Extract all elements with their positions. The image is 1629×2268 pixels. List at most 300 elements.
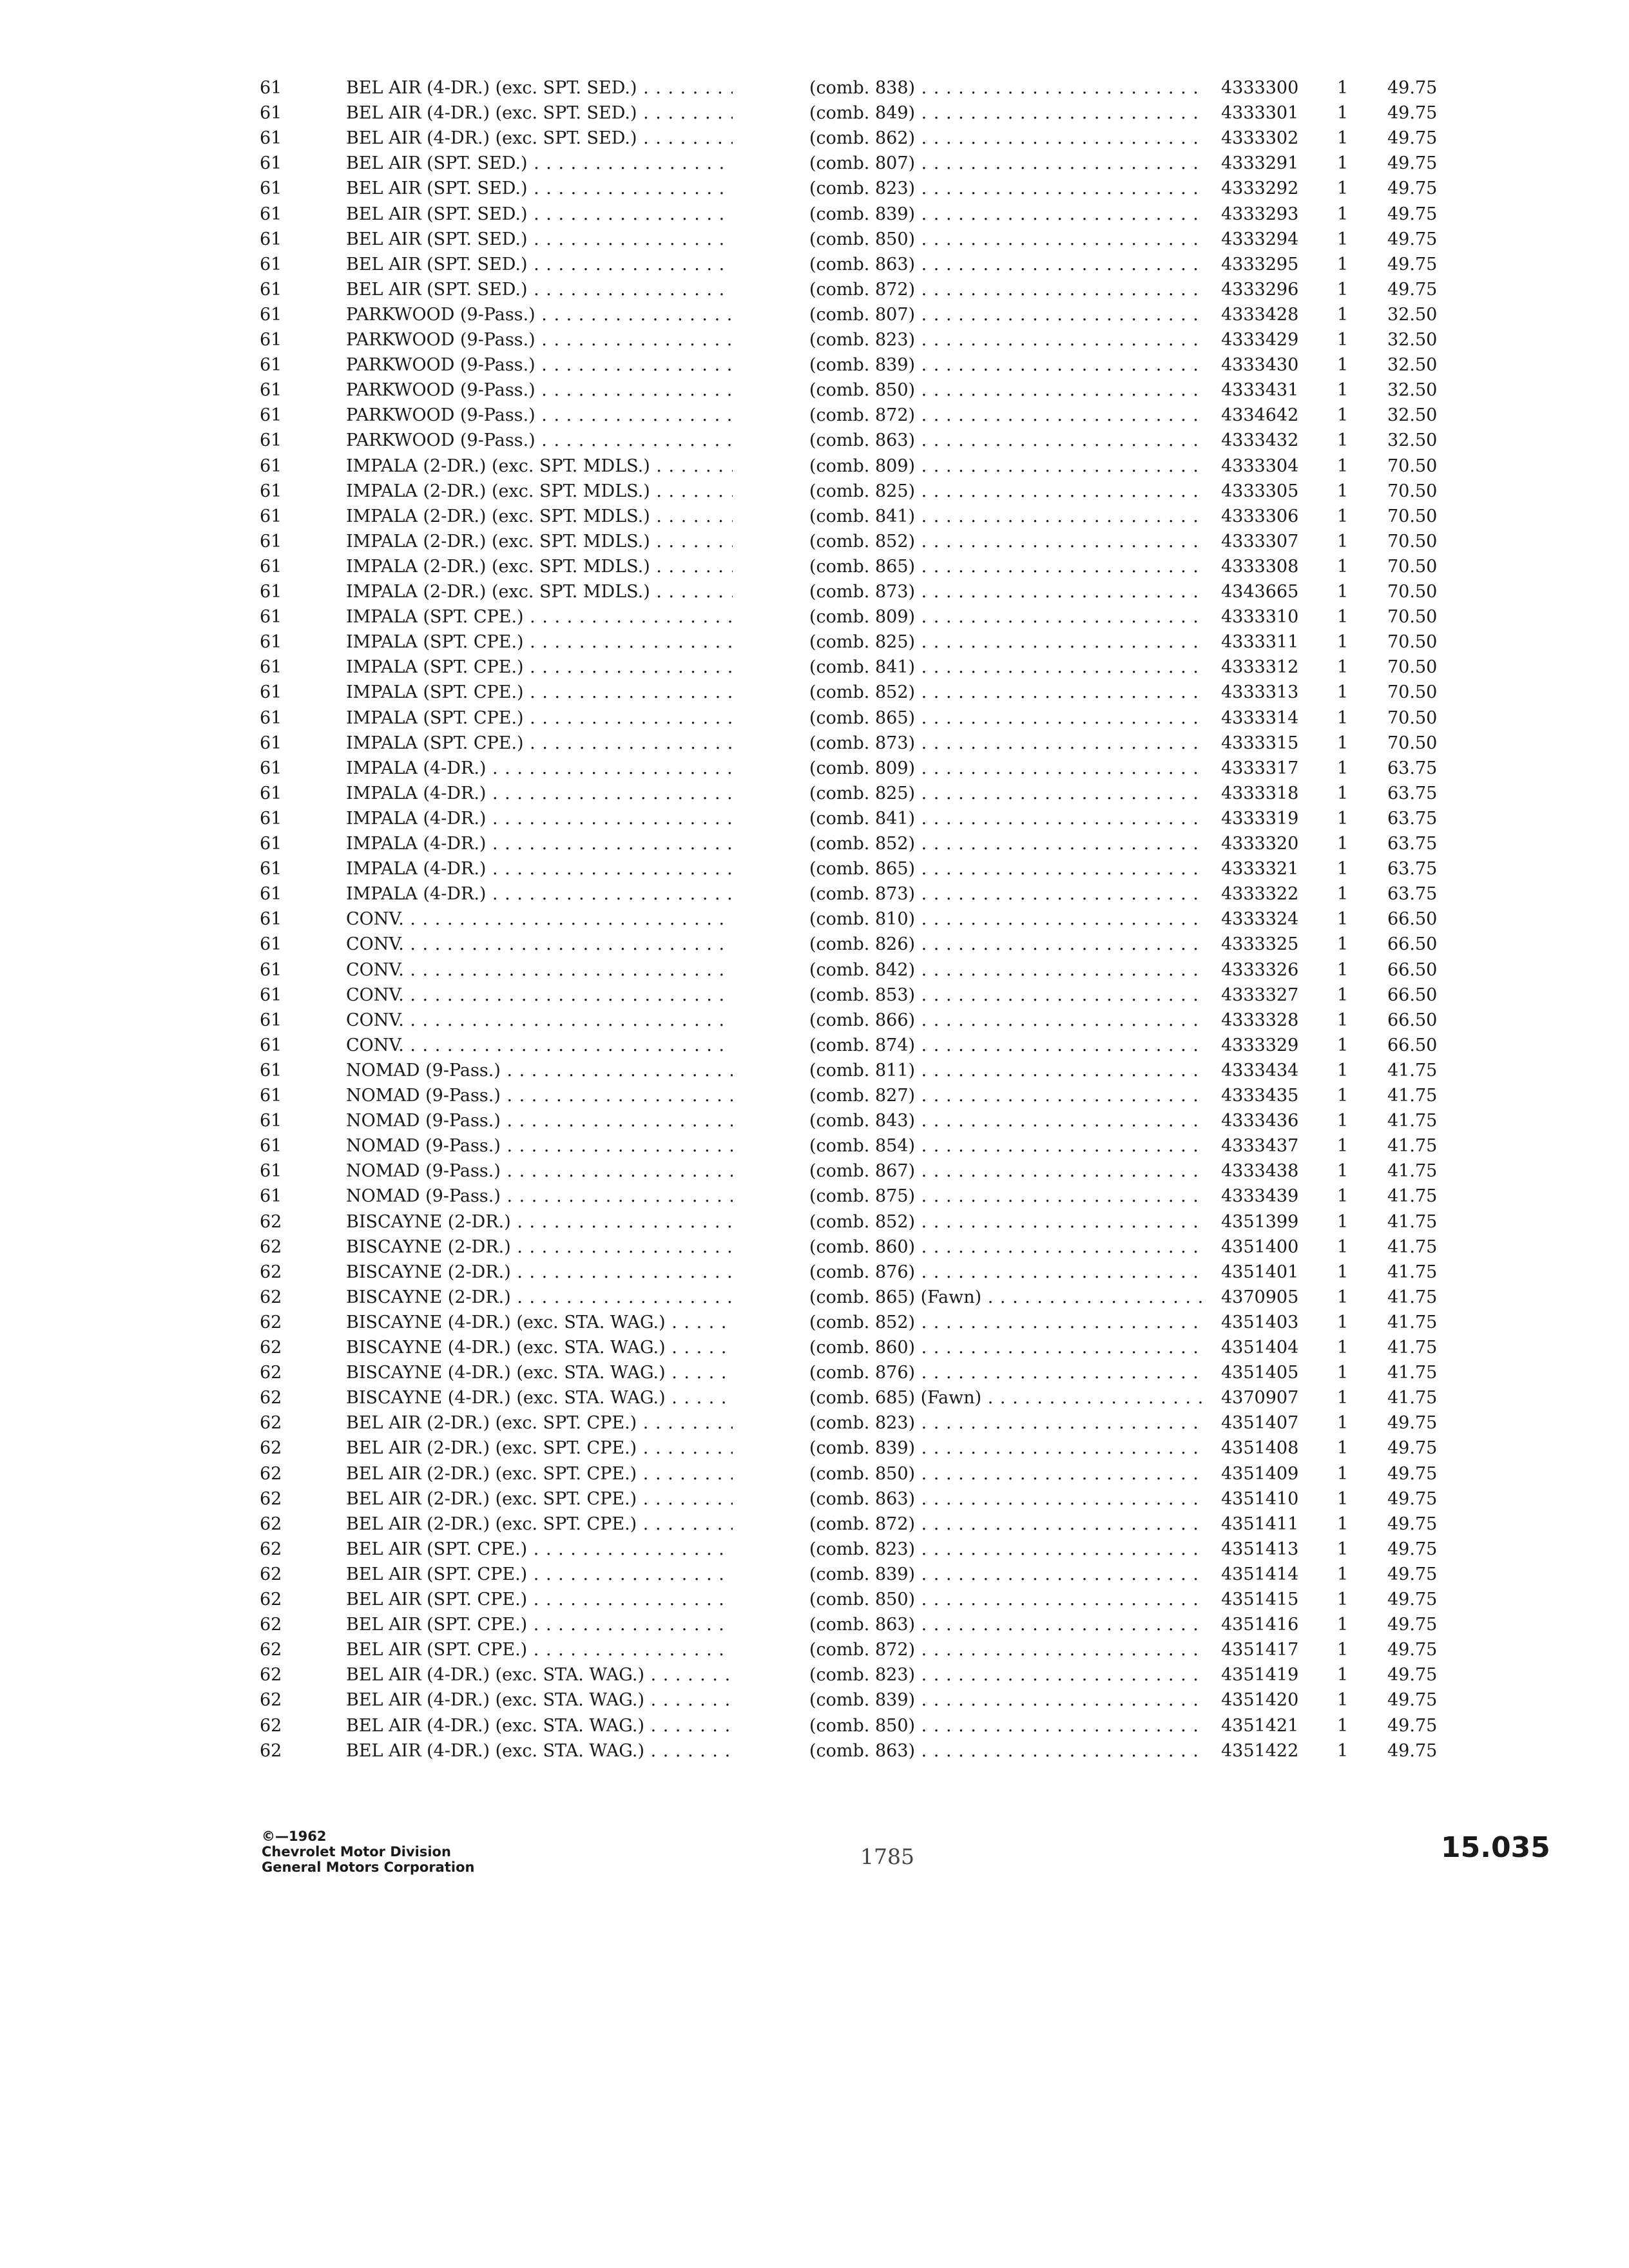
part-number: 4333313	[1221, 682, 1299, 703]
model-description: IMPALA (SPT. CPE.) . . .	[346, 655, 733, 680]
model-description: BEL AIR (4-DR.) (exc. STA. WAG.) . . .	[346, 1714, 733, 1738]
part-number: 4333308	[1221, 556, 1299, 577]
model-year: 62	[260, 1539, 282, 1559]
list-item	[0, 1638, 1629, 1662]
model-year: 61	[260, 934, 282, 955]
list-item	[0, 907, 1629, 932]
price: 49.75	[1387, 1715, 1438, 1736]
part-number: 4333320	[1221, 834, 1299, 854]
trim-combination: (comb. 685) (Fawn) . . .	[809, 1386, 1204, 1410]
quantity: 1	[1337, 531, 1349, 552]
quantity: 1	[1337, 1715, 1349, 1736]
list-item	[0, 1033, 1629, 1058]
quantity: 1	[1337, 808, 1349, 829]
model-description: PARKWOOD (9-Pass.) . . .	[346, 303, 733, 327]
part-number: 4333325	[1221, 934, 1299, 955]
model-description: BISCAYNE (2-DR.) . . .	[346, 1235, 733, 1260]
quantity: 1	[1337, 430, 1349, 451]
part-number: 4333305	[1221, 481, 1299, 501]
quantity: 1	[1337, 1287, 1349, 1307]
part-number: 4370907	[1221, 1388, 1299, 1408]
price: 63.75	[1387, 834, 1438, 854]
part-number: 4333326	[1221, 959, 1299, 980]
list-item	[0, 479, 1629, 504]
model-description: IMPALA (SPT. CPE.) . . .	[346, 706, 733, 731]
model-description: CONV. . . .	[346, 1008, 733, 1033]
trim-combination: (comb. 860) . . .	[809, 1235, 1204, 1260]
part-number: 4333428	[1221, 304, 1299, 325]
model-description: IMPALA (4-DR.) . . .	[346, 756, 733, 781]
trim-combination: (comb. 852) . . .	[809, 1311, 1204, 1335]
model-year: 61	[260, 884, 282, 905]
quantity: 1	[1337, 934, 1349, 955]
quantity: 1	[1337, 229, 1349, 249]
model-description: BEL AIR (SPT. SED.) . . .	[346, 227, 733, 252]
trim-combination: (comb. 839) . . .	[809, 353, 1204, 378]
model-description: BEL AIR (4-DR.) (exc. SPT. SED.) . . .	[346, 126, 733, 151]
part-number: 4351410	[1221, 1488, 1299, 1509]
model-year: 62	[260, 1514, 282, 1534]
quantity: 1	[1337, 1136, 1349, 1157]
quantity: 1	[1337, 556, 1349, 577]
quantity: 1	[1337, 405, 1349, 426]
list-item	[0, 1562, 1629, 1587]
model-description: NOMAD (9-Pass.) . . .	[346, 1134, 733, 1158]
price: 41.75	[1387, 1060, 1438, 1081]
model-year: 61	[260, 733, 282, 753]
list-item	[0, 1487, 1629, 1512]
quantity: 1	[1337, 380, 1349, 401]
quantity: 1	[1337, 682, 1349, 703]
part-number: 4333310	[1221, 607, 1299, 628]
part-number: 4351421	[1221, 1715, 1299, 1736]
quantity: 1	[1337, 985, 1349, 1005]
model-description: BISCAYNE (4-DR.) (exc. STA. WAG.) . . .	[346, 1336, 733, 1360]
price: 32.50	[1387, 330, 1438, 350]
part-number: 4333293	[1221, 204, 1299, 224]
list-item	[0, 278, 1629, 302]
model-description: BISCAYNE (4-DR.) (exc. STA. WAG.) . . .	[346, 1361, 733, 1385]
trim-combination: (comb. 865) . . .	[809, 706, 1204, 731]
quantity: 1	[1337, 456, 1349, 476]
model-description: PARKWOOD (9-Pass.) . . .	[346, 428, 733, 453]
quantity: 1	[1337, 128, 1349, 149]
list-item	[0, 958, 1629, 983]
price: 32.50	[1387, 355, 1438, 376]
model-description: NOMAD (9-Pass.) . . .	[346, 1159, 733, 1184]
model-description: PARKWOOD (9-Pass.) . . .	[346, 403, 733, 428]
trim-combination: (comb. 872) . . .	[809, 403, 1204, 428]
list-item	[0, 202, 1629, 227]
model-year: 61	[260, 582, 282, 602]
price: 41.75	[1387, 1086, 1438, 1106]
part-number: 4333312	[1221, 657, 1299, 678]
quantity: 1	[1337, 834, 1349, 854]
model-year: 61	[260, 254, 282, 274]
price: 32.50	[1387, 430, 1438, 451]
price: 49.75	[1387, 128, 1438, 149]
part-number: 4333301	[1221, 103, 1299, 124]
model-year: 61	[260, 330, 282, 350]
price: 49.75	[1387, 1463, 1438, 1484]
list-item	[0, 303, 1629, 327]
price: 49.75	[1387, 254, 1438, 274]
list-item	[0, 1688, 1629, 1713]
quantity: 1	[1337, 783, 1349, 803]
quantity: 1	[1337, 707, 1349, 728]
model-description: IMPALA (2-DR.) (exc. SPT. MDLS.) . . .	[346, 454, 733, 479]
price: 63.75	[1387, 859, 1438, 879]
model-description: IMPALA (2-DR.) (exc. SPT. MDLS.) . . .	[346, 479, 733, 504]
list-item	[0, 731, 1629, 756]
list-item	[0, 1184, 1629, 1209]
price: 41.75	[1387, 1136, 1438, 1157]
section-number: 15.035	[1441, 1831, 1550, 1864]
quantity: 1	[1337, 1086, 1349, 1106]
model-description: IMPALA (2-DR.) (exc. SPT. MDLS.) . . .	[346, 530, 733, 554]
quantity: 1	[1337, 254, 1349, 274]
model-year: 62	[260, 1287, 282, 1307]
trim-combination: (comb. 863) . . .	[809, 428, 1204, 453]
model-description: BEL AIR (SPT. CPE.) . . .	[346, 1562, 733, 1587]
trim-combination: (comb. 842) . . .	[809, 958, 1204, 983]
list-item	[0, 832, 1629, 856]
list-item	[0, 1311, 1629, 1335]
list-item	[0, 1134, 1629, 1158]
part-number: 4351417	[1221, 1640, 1299, 1660]
model-year: 62	[260, 1665, 282, 1686]
model-year: 61	[260, 1161, 282, 1182]
price: 63.75	[1387, 808, 1438, 829]
trim-combination: (comb. 862) . . .	[809, 126, 1204, 151]
trim-combination: (comb. 873) . . .	[809, 731, 1204, 756]
trim-combination: (comb. 839) . . .	[809, 1562, 1204, 1587]
quantity: 1	[1337, 1690, 1349, 1711]
model-year: 62	[260, 1615, 282, 1635]
model-year: 62	[260, 1488, 282, 1509]
model-year: 61	[260, 682, 282, 703]
model-year: 61	[260, 430, 282, 451]
trim-combination: (comb. 810) . . .	[809, 907, 1204, 932]
part-number: 4351420	[1221, 1690, 1299, 1711]
trim-combination: (comb. 841) . . .	[809, 655, 1204, 680]
trim-combination: (comb. 852) . . .	[809, 1210, 1204, 1235]
trim-combination: (comb. 863) . . .	[809, 1487, 1204, 1512]
quantity: 1	[1337, 1111, 1349, 1131]
list-item	[0, 1059, 1629, 1083]
trim-combination: (comb. 839) . . .	[809, 202, 1204, 227]
model-description: BEL AIR (SPT. SED.) . . .	[346, 202, 733, 227]
model-year: 61	[260, 632, 282, 653]
model-year: 61	[260, 1010, 282, 1030]
list-item	[0, 1235, 1629, 1260]
list-item	[0, 983, 1629, 1008]
list-item	[0, 1260, 1629, 1285]
model-description: BEL AIR (SPT. CPE.) . . .	[346, 1613, 733, 1637]
model-year: 62	[260, 1463, 282, 1484]
trim-combination: (comb. 826) . . .	[809, 932, 1204, 957]
quantity: 1	[1337, 304, 1349, 325]
quantity: 1	[1337, 1740, 1349, 1761]
list-item	[0, 1613, 1629, 1637]
list-item	[0, 1411, 1629, 1436]
model-description: IMPALA (4-DR.) . . .	[346, 857, 733, 881]
quantity: 1	[1337, 78, 1349, 98]
part-number: 4351403	[1221, 1312, 1299, 1332]
model-description: BEL AIR (SPT. CPE.) . . .	[346, 1638, 733, 1662]
quantity: 1	[1337, 959, 1349, 980]
model-description: NOMAD (9-Pass.) . . .	[346, 1084, 733, 1108]
model-year: 62	[260, 1438, 282, 1459]
model-description: PARKWOOD (9-Pass.) . . .	[346, 378, 733, 403]
quantity: 1	[1337, 178, 1349, 199]
part-number: 4351416	[1221, 1615, 1299, 1635]
model-year: 61	[260, 78, 282, 98]
trim-combination: (comb. 863) . . .	[809, 1613, 1204, 1637]
part-number: 4351407	[1221, 1413, 1299, 1434]
part-number: 4333429	[1221, 330, 1299, 350]
list-item	[0, 1159, 1629, 1184]
model-year: 62	[260, 1363, 282, 1383]
part-number: 4333329	[1221, 1035, 1299, 1055]
trim-combination: (comb. 825) . . .	[809, 630, 1204, 655]
model-year: 61	[260, 103, 282, 124]
list-item	[0, 1714, 1629, 1738]
trim-combination: (comb. 860) . . .	[809, 1336, 1204, 1360]
trim-combination: (comb. 852) . . .	[809, 530, 1204, 554]
model-description: PARKWOOD (9-Pass.) . . .	[346, 328, 733, 352]
model-year: 62	[260, 1211, 282, 1232]
price: 49.75	[1387, 204, 1438, 224]
price: 70.50	[1387, 506, 1438, 526]
model-description: NOMAD (9-Pass.) . . .	[346, 1184, 733, 1209]
price: 49.75	[1387, 1488, 1438, 1509]
part-number: 4333436	[1221, 1111, 1299, 1131]
trim-combination: (comb. 850) . . .	[809, 227, 1204, 252]
model-year: 62	[260, 1690, 282, 1711]
quantity: 1	[1337, 1186, 1349, 1207]
list-item	[0, 1739, 1629, 1763]
quantity: 1	[1337, 1211, 1349, 1232]
price: 49.75	[1387, 1539, 1438, 1559]
list-item	[0, 1537, 1629, 1562]
part-number: 4333302	[1221, 128, 1299, 149]
trim-combination: (comb. 865) (Fawn) . . .	[809, 1285, 1204, 1310]
quantity: 1	[1337, 153, 1349, 174]
price: 70.50	[1387, 632, 1438, 653]
part-number: 4351399	[1221, 1211, 1299, 1232]
model-year: 61	[260, 380, 282, 401]
price: 32.50	[1387, 304, 1438, 325]
model-year: 62	[260, 1262, 282, 1282]
part-number: 4351401	[1221, 1262, 1299, 1282]
part-number: 4370905	[1221, 1287, 1299, 1307]
model-description: BISCAYNE (2-DR.) . . .	[346, 1285, 733, 1310]
part-number: 4333291	[1221, 153, 1299, 174]
trim-combination: (comb. 873) . . .	[809, 882, 1204, 907]
price: 66.50	[1387, 909, 1438, 930]
trim-combination: (comb. 850) . . .	[809, 1462, 1204, 1486]
model-year: 61	[260, 808, 282, 829]
list-item	[0, 454, 1629, 479]
list-item	[0, 1361, 1629, 1385]
price: 49.75	[1387, 103, 1438, 124]
quantity: 1	[1337, 1564, 1349, 1584]
price: 66.50	[1387, 985, 1438, 1005]
list-item	[0, 151, 1629, 176]
model-description: IMPALA (2-DR.) (exc. SPT. MDLS.) . . .	[346, 555, 733, 579]
list-item	[0, 630, 1629, 655]
trim-combination: (comb. 875) . . .	[809, 1184, 1204, 1209]
quantity: 1	[1337, 1161, 1349, 1182]
price: 70.50	[1387, 607, 1438, 628]
model-description: IMPALA (2-DR.) (exc. SPT. MDLS.) . . .	[346, 580, 733, 604]
price: 32.50	[1387, 405, 1438, 426]
part-number: 4333431	[1221, 380, 1299, 401]
list-item	[0, 882, 1629, 907]
list-item	[0, 1386, 1629, 1410]
model-year: 61	[260, 1060, 282, 1081]
price: 49.75	[1387, 279, 1438, 300]
price: 66.50	[1387, 934, 1438, 955]
part-number: 4333295	[1221, 254, 1299, 274]
model-year: 61	[260, 783, 282, 803]
part-number: 4333435	[1221, 1086, 1299, 1106]
part-number: 4333324	[1221, 909, 1299, 930]
list-item	[0, 1336, 1629, 1360]
quantity: 1	[1337, 1488, 1349, 1509]
trim-combination: (comb. 850) . . .	[809, 1588, 1204, 1612]
price: 41.75	[1387, 1236, 1438, 1257]
price: 70.50	[1387, 582, 1438, 602]
model-year: 61	[260, 355, 282, 376]
quantity: 1	[1337, 1312, 1349, 1332]
list-item	[0, 1436, 1629, 1461]
trim-combination: (comb. 823) . . .	[809, 177, 1204, 201]
trim-combination: (comb. 866) . . .	[809, 1008, 1204, 1033]
trim-combination: (comb. 876) . . .	[809, 1361, 1204, 1385]
price: 70.50	[1387, 707, 1438, 728]
price: 49.75	[1387, 1514, 1438, 1534]
quantity: 1	[1337, 657, 1349, 678]
model-year: 62	[260, 1715, 282, 1736]
model-description: BEL AIR (SPT. SED.) . . .	[346, 278, 733, 302]
model-year: 61	[260, 859, 282, 879]
part-number: 4333434	[1221, 1060, 1299, 1081]
model-description: BEL AIR (SPT. SED.) . . .	[346, 253, 733, 277]
part-number: 4351419	[1221, 1665, 1299, 1686]
trim-combination: (comb. 843) . . .	[809, 1109, 1204, 1133]
model-year: 61	[260, 405, 282, 426]
price: 70.50	[1387, 733, 1438, 753]
price: 41.75	[1387, 1363, 1438, 1383]
part-number: 4333318	[1221, 783, 1299, 803]
trim-combination: (comb. 807) . . .	[809, 303, 1204, 327]
model-description: BEL AIR (2-DR.) (exc. SPT. CPE.) . . .	[346, 1487, 733, 1512]
quantity: 1	[1337, 1539, 1349, 1559]
model-description: BEL AIR (4-DR.) (exc. STA. WAG.) . . .	[346, 1688, 733, 1713]
quantity: 1	[1337, 355, 1349, 376]
model-description: IMPALA (4-DR.) . . .	[346, 832, 733, 856]
model-description: BEL AIR (4-DR.) (exc. SPT. SED.) . . .	[346, 101, 733, 126]
list-item	[0, 353, 1629, 378]
list-item	[0, 253, 1629, 277]
quantity: 1	[1337, 607, 1349, 628]
model-description: IMPALA (4-DR.) . . .	[346, 782, 733, 806]
trim-combination: (comb. 852) . . .	[809, 680, 1204, 705]
price: 41.75	[1387, 1161, 1438, 1182]
trim-combination: (comb. 839) . . .	[809, 1688, 1204, 1713]
model-description: PARKWOOD (9-Pass.) . . .	[346, 353, 733, 378]
trim-combination: (comb. 853) . . .	[809, 983, 1204, 1008]
trim-combination: (comb. 850) . . .	[809, 378, 1204, 403]
model-description: BEL AIR (SPT. SED.) . . .	[346, 151, 733, 176]
list-item	[0, 428, 1629, 453]
quantity: 1	[1337, 279, 1349, 300]
price: 63.75	[1387, 884, 1438, 905]
part-number: 4333328	[1221, 1010, 1299, 1030]
model-year: 61	[260, 204, 282, 224]
model-description: BEL AIR (2-DR.) (exc. SPT. CPE.) . . .	[346, 1512, 733, 1537]
quantity: 1	[1337, 506, 1349, 526]
model-year: 61	[260, 657, 282, 678]
model-year: 61	[260, 607, 282, 628]
model-year: 62	[260, 1338, 282, 1358]
model-description: IMPALA (4-DR.) . . .	[346, 807, 733, 831]
trim-combination: (comb. 811) . . .	[809, 1059, 1204, 1083]
list-item	[0, 1285, 1629, 1310]
part-number: 4333430	[1221, 355, 1299, 376]
trim-combination: (comb. 873) . . .	[809, 580, 1204, 604]
trim-combination: (comb. 827) . . .	[809, 1084, 1204, 1108]
part-number: 4351409	[1221, 1463, 1299, 1484]
model-description: BEL AIR (4-DR.) (exc. SPT. SED.) . . .	[346, 76, 733, 101]
list-item	[0, 857, 1629, 881]
part-number: 4333432	[1221, 430, 1299, 451]
model-description: CONV. . . .	[346, 983, 733, 1008]
part-number: 4351414	[1221, 1564, 1299, 1584]
model-year: 61	[260, 556, 282, 577]
list-item	[0, 227, 1629, 252]
list-item	[0, 328, 1629, 352]
price: 41.75	[1387, 1287, 1438, 1307]
price: 66.50	[1387, 959, 1438, 980]
part-number: 4351415	[1221, 1590, 1299, 1610]
price: 66.50	[1387, 1010, 1438, 1030]
part-number: 4333304	[1221, 456, 1299, 476]
price: 49.75	[1387, 1413, 1438, 1434]
trim-combination: (comb. 823) . . .	[809, 1411, 1204, 1436]
part-number: 4351408	[1221, 1438, 1299, 1459]
copyright-year: ©—1962	[262, 1829, 327, 1844]
model-year: 62	[260, 1312, 282, 1332]
part-number: 4351413	[1221, 1539, 1299, 1559]
part-number: 4333437	[1221, 1136, 1299, 1157]
model-description: CONV. . . .	[346, 932, 733, 957]
price: 70.50	[1387, 456, 1438, 476]
trim-combination: (comb. 863) . . .	[809, 1739, 1204, 1763]
quantity: 1	[1337, 1262, 1349, 1282]
trim-combination: (comb. 807) . . .	[809, 151, 1204, 176]
trim-combination: (comb. 809) . . .	[809, 454, 1204, 479]
quantity: 1	[1337, 859, 1349, 879]
model-year: 62	[260, 1740, 282, 1761]
model-year: 61	[260, 506, 282, 526]
trim-combination: (comb. 825) . . .	[809, 782, 1204, 806]
price: 49.75	[1387, 1564, 1438, 1584]
model-year: 62	[260, 1590, 282, 1610]
quantity: 1	[1337, 1035, 1349, 1055]
